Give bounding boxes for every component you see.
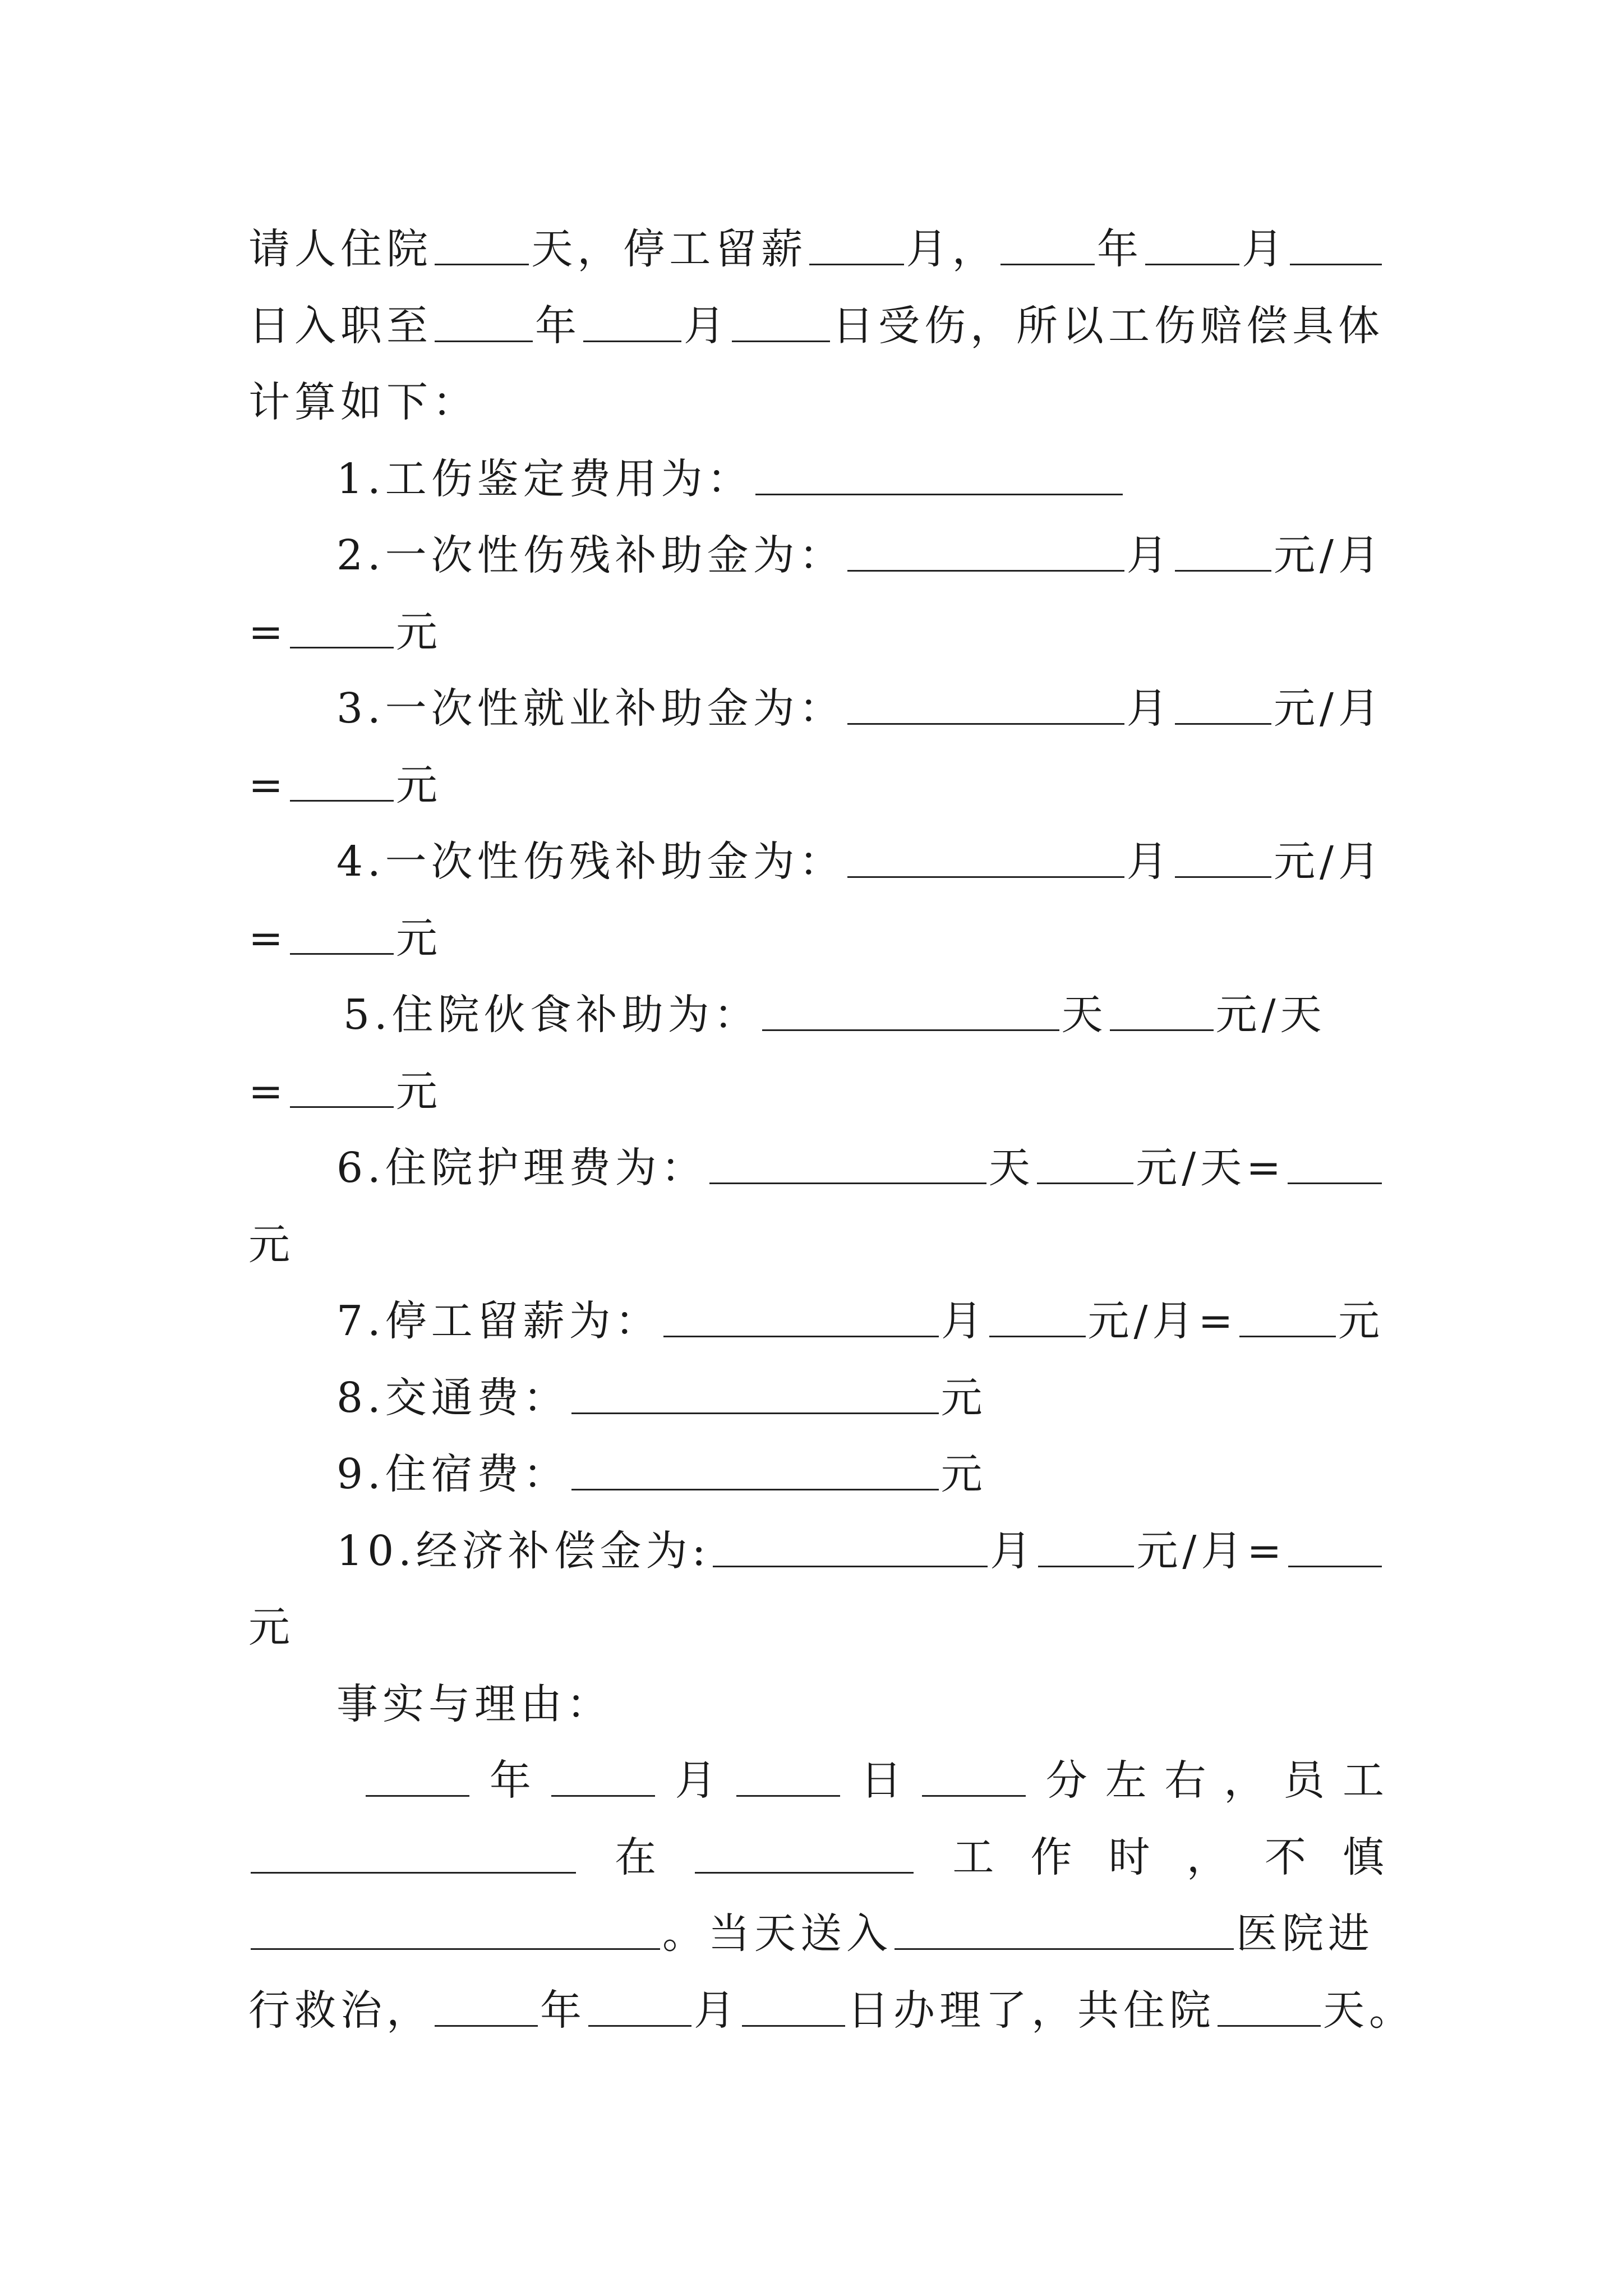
item-text: = bbox=[248, 914, 288, 963]
item-text: = bbox=[248, 1068, 288, 1116]
intro-text: 请人住院 bbox=[248, 225, 432, 273]
item-10 bbox=[336, 1496, 1384, 1575]
item-text: 天 bbox=[988, 1144, 1035, 1192]
blank-discharge-year[interactable] bbox=[435, 2024, 538, 2027]
intro-text: 日入职至 bbox=[248, 302, 432, 350]
item-text: 元 bbox=[396, 608, 442, 656]
blank-amount[interactable] bbox=[1037, 1182, 1133, 1184]
blank-employee-name[interactable] bbox=[251, 1871, 576, 1874]
blank-appraisal-fee[interactable] bbox=[755, 493, 1123, 495]
blank-paid-leave-months[interactable] bbox=[809, 263, 903, 265]
blank-accident-time[interactable] bbox=[922, 1795, 1026, 1797]
intro-text: 年 bbox=[1096, 225, 1143, 273]
blank-total[interactable] bbox=[290, 646, 394, 648]
item-6 bbox=[336, 1112, 1384, 1192]
facts-text: 时 bbox=[1108, 1833, 1150, 1881]
intro-line-1 bbox=[248, 194, 1384, 273]
facts-line-4 bbox=[248, 1955, 1415, 2035]
blank-amount[interactable] bbox=[1110, 1029, 1214, 1031]
facts-text: 天。 bbox=[1323, 1986, 1415, 2035]
facts-text: 行救治， bbox=[248, 1986, 432, 2035]
item-label: 9.住宿费： bbox=[336, 1450, 569, 1498]
item-text: 元 bbox=[940, 1374, 987, 1422]
item-4 bbox=[336, 806, 1384, 886]
intro-text: 天，停工留薪 bbox=[531, 225, 808, 273]
blank-discharge-month[interactable] bbox=[588, 2024, 691, 2027]
blank-entry-year[interactable] bbox=[1000, 263, 1095, 265]
item-text: 月 bbox=[1126, 838, 1173, 886]
item-text: 元/月= bbox=[1087, 1297, 1238, 1345]
item-label: 3.一次性就业补助金为： bbox=[336, 684, 845, 733]
facts-text: 右 bbox=[1164, 1756, 1206, 1805]
item-text: 元 bbox=[248, 1603, 294, 1651]
intro-text: 年 bbox=[535, 302, 581, 350]
item-text: 月 bbox=[1126, 684, 1173, 733]
facts-heading bbox=[336, 1649, 1384, 1728]
item-text: 月 bbox=[941, 1297, 988, 1345]
blank-total[interactable] bbox=[1288, 1182, 1382, 1184]
item-7 bbox=[336, 1266, 1385, 1345]
blank-injury-day[interactable] bbox=[732, 340, 830, 342]
item-text: 元 bbox=[248, 1221, 294, 1269]
section-heading: 事实与理由： bbox=[336, 1680, 612, 1728]
intro-text: 计算如下： bbox=[248, 378, 478, 426]
intro-text: 月 bbox=[1242, 225, 1288, 273]
blank-months[interactable] bbox=[713, 1565, 988, 1567]
blank-entry-month[interactable] bbox=[1145, 263, 1239, 265]
blank-work-location[interactable] bbox=[695, 1871, 914, 1874]
blank-accident-description[interactable] bbox=[251, 1948, 660, 1950]
facts-line-2 bbox=[248, 1802, 1384, 1881]
item-2-cont bbox=[248, 577, 1384, 656]
intro-text: 日受伤，所以工伤赔偿具体 bbox=[832, 302, 1384, 350]
item-text: 元/天 bbox=[1215, 991, 1326, 1039]
blank-months[interactable] bbox=[663, 1335, 939, 1337]
item-5-cont bbox=[248, 1036, 1384, 1116]
facts-text: 工 bbox=[952, 1833, 994, 1881]
blank-transport-fee[interactable] bbox=[571, 1412, 939, 1414]
blank-amount[interactable] bbox=[989, 1335, 1086, 1337]
intro-text: 月 bbox=[684, 302, 730, 350]
item-label: 10.经济补偿金为: bbox=[336, 1527, 711, 1575]
blank-injury-month[interactable] bbox=[583, 340, 681, 342]
facts-text: 作 bbox=[1030, 1833, 1072, 1881]
facts-text: 在 bbox=[615, 1833, 657, 1881]
item-text: 元/月 bbox=[1274, 684, 1384, 733]
item-3-cont bbox=[248, 730, 1384, 809]
item-9 bbox=[336, 1419, 1384, 1498]
facts-text: 。当天送入 bbox=[662, 1910, 892, 1958]
facts-text: 左 bbox=[1105, 1756, 1147, 1805]
facts-text: 不 bbox=[1264, 1833, 1306, 1881]
blank-months[interactable] bbox=[847, 569, 1124, 572]
blank-total[interactable] bbox=[1288, 1565, 1382, 1567]
blank-injury-year[interactable] bbox=[435, 340, 533, 342]
blank-amount[interactable] bbox=[1175, 876, 1271, 878]
item-6-cont bbox=[248, 1189, 1384, 1269]
blank-amount[interactable] bbox=[1038, 1565, 1134, 1567]
item-1 bbox=[336, 424, 1384, 503]
facts-text: ， bbox=[1186, 1833, 1228, 1881]
facts-text: ， bbox=[1224, 1756, 1266, 1805]
blank-accident-month[interactable] bbox=[551, 1795, 655, 1797]
facts-text: 员 bbox=[1283, 1756, 1325, 1805]
facts-text: 月 bbox=[694, 1986, 740, 2035]
item-label: 7.停工留薪为： bbox=[336, 1297, 661, 1345]
item-3 bbox=[336, 653, 1384, 733]
blank-total[interactable] bbox=[290, 953, 394, 955]
item-text: 元/月= bbox=[1136, 1527, 1287, 1575]
blank-total[interactable] bbox=[290, 1106, 394, 1108]
facts-text: 日 bbox=[860, 1756, 902, 1805]
blank-days[interactable] bbox=[762, 1029, 1059, 1031]
intro-line-3 bbox=[248, 347, 1384, 426]
facts-line-3 bbox=[248, 1878, 1384, 1958]
item-text: 元/月 bbox=[1274, 531, 1384, 579]
blank-accident-day[interactable] bbox=[736, 1795, 840, 1797]
item-text: = bbox=[248, 608, 288, 656]
facts-text: 年 bbox=[489, 1756, 531, 1805]
item-text: 月 bbox=[1126, 531, 1173, 579]
facts-text: 分 bbox=[1045, 1756, 1087, 1805]
item-label: 5.住院伙食补助为： bbox=[343, 991, 760, 1039]
item-text: 天 bbox=[1061, 991, 1108, 1039]
item-text: 元 bbox=[396, 761, 442, 809]
facts-text: 慎 bbox=[1343, 1833, 1384, 1881]
blank-accident-year[interactable] bbox=[366, 1795, 469, 1797]
blank-hospital-days[interactable] bbox=[435, 263, 529, 265]
intro-line-2 bbox=[248, 270, 1384, 350]
blank-months[interactable] bbox=[847, 723, 1124, 725]
facts-text: 医院进 bbox=[1236, 1910, 1374, 1958]
item-text: 元/天= bbox=[1136, 1144, 1286, 1192]
blank-total[interactable] bbox=[290, 799, 394, 802]
item-10-cont bbox=[248, 1572, 1384, 1651]
blank-months[interactable] bbox=[847, 876, 1124, 878]
item-label: 8.交通费： bbox=[336, 1374, 569, 1422]
facts-text: 工 bbox=[1342, 1756, 1384, 1805]
item-text: 月 bbox=[990, 1527, 1036, 1575]
item-label: 6.住院护理费为： bbox=[336, 1144, 707, 1192]
item-text: 元/月 bbox=[1274, 838, 1384, 886]
item-5 bbox=[343, 959, 1384, 1039]
item-label: 4.一次性伤残补助金为： bbox=[336, 838, 845, 886]
item-4-cont bbox=[248, 883, 1384, 963]
item-label: 1.工伤鉴定费用为： bbox=[336, 455, 753, 503]
item-8 bbox=[336, 1342, 1384, 1422]
blank-lodging-fee[interactable] bbox=[571, 1488, 939, 1490]
blank-total-hospital-days[interactable] bbox=[1218, 2024, 1321, 2027]
item-text: 元 bbox=[396, 914, 442, 963]
item-text: = bbox=[248, 761, 288, 809]
facts-text: 年 bbox=[540, 1986, 586, 2035]
blank-days[interactable] bbox=[709, 1182, 986, 1184]
item-text: 元 bbox=[1338, 1297, 1385, 1345]
blank-entry-day[interactable] bbox=[1290, 263, 1382, 265]
facts-line-1 bbox=[363, 1725, 1384, 1805]
blank-hospital-name[interactable] bbox=[895, 1948, 1234, 1950]
blank-amount[interactable] bbox=[1175, 569, 1271, 572]
blank-total[interactable] bbox=[1239, 1335, 1336, 1337]
facts-text: 日办理了，共住院 bbox=[847, 1986, 1215, 2035]
item-2 bbox=[336, 500, 1384, 579]
intro-text: 月， bbox=[906, 225, 998, 273]
item-text: 元 bbox=[940, 1450, 987, 1498]
item-text: 元 bbox=[396, 1068, 442, 1116]
blank-discharge-day[interactable] bbox=[742, 2024, 845, 2027]
blank-amount[interactable] bbox=[1175, 723, 1271, 725]
item-label: 2.一次性伤残补助金为： bbox=[336, 531, 845, 579]
facts-text: 月 bbox=[675, 1756, 717, 1805]
